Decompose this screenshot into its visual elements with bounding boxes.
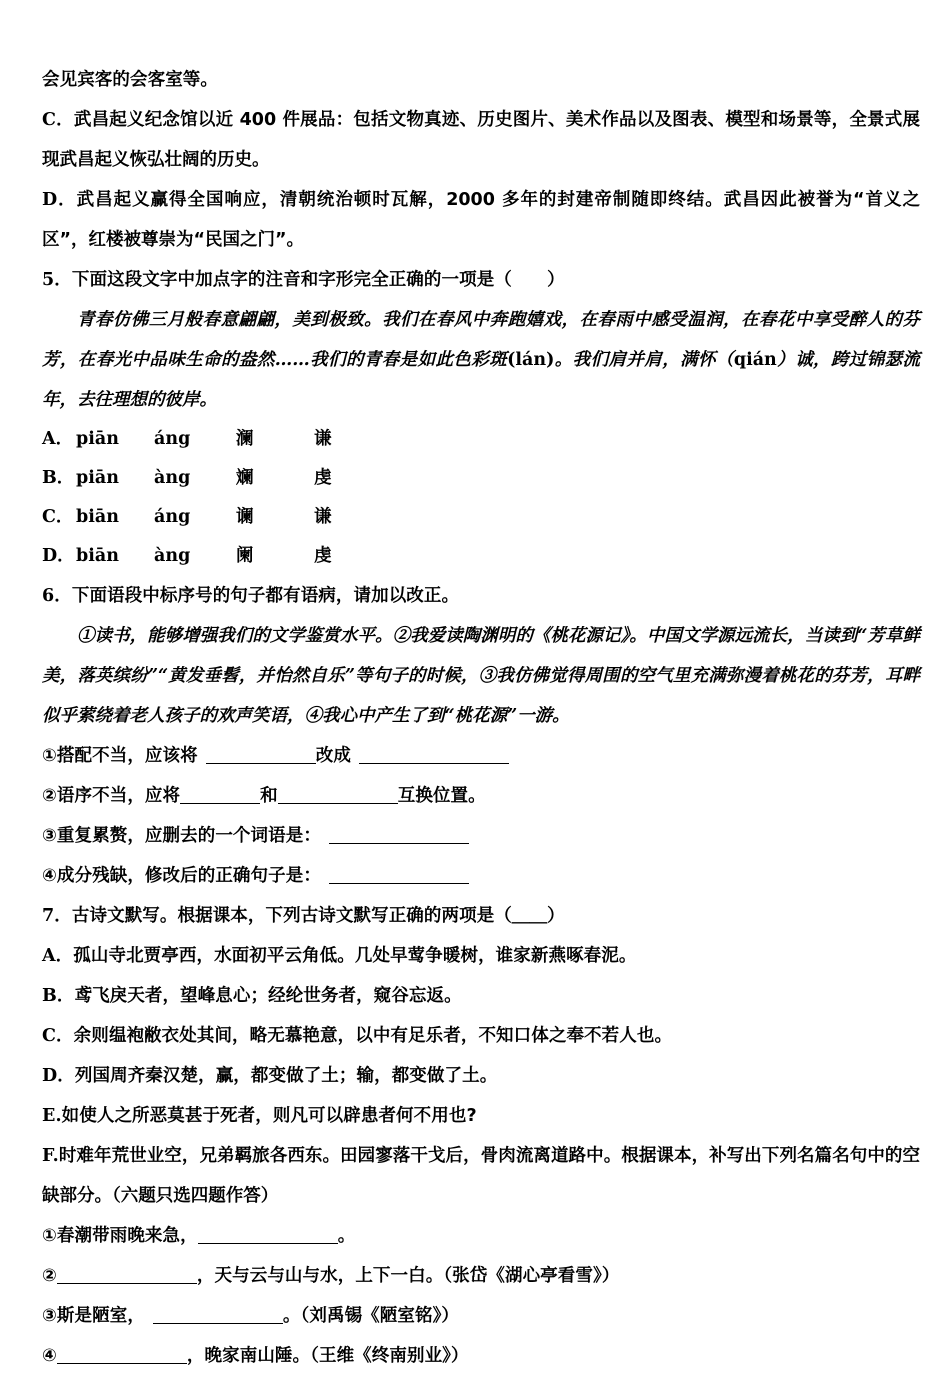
q6-answer-4-prefix: ④成分残缺，修改后的正确句子是： — [42, 866, 321, 886]
q7-blank-4-input[interactable] — [57, 1346, 187, 1365]
q7-number: 7． — [42, 906, 72, 926]
q7-blank-4-after: ，晚家南山陲。 — [186, 1346, 311, 1366]
q5-pinyin-qian: qián — [733, 350, 777, 370]
q6-answer-2-prefix: ②语序不当，应将 — [42, 786, 181, 806]
q6-answer-2-blank-b[interactable] — [278, 786, 398, 805]
q6-answer-4 — [42, 856, 920, 896]
q7-option-e-label: E. — [42, 1106, 62, 1126]
q7-blank-1-num: ① — [42, 1226, 57, 1246]
q6-passage: ①读书，能够增强我们的文学鉴赏水平。②我爱读陶渊明的《桃花源记》。中国文学源远流长，当读到“芳草鲜美，落英缤纷”“黄发垂髫，并怡然自乐”等句子的时候，③我仿佛觉得周围的空气里充满弥漫着桃花的芬芳，耳畔似乎萦绕着老人孩子的欢声笑语，④我心中产生了到“桃花源”一游。 — [42, 626, 920, 726]
q5-choice-b-py2: àng — [154, 468, 191, 488]
q5-choice-a-py1: piān — [76, 429, 119, 449]
q5-choice-b-py1: piān — [76, 468, 119, 488]
q5-choice-a-ch2: 谦 — [314, 429, 332, 449]
q7-option-c-text: 余则缊袍敝衣处其间，略无慕艳意，以中有足乐者，不知口体之奉不若人也。 — [73, 1026, 673, 1046]
q5-choice-c-py2: áng — [154, 507, 191, 527]
q5-passage-part2: 。我们肩并肩，满怀（ — [554, 350, 734, 370]
q7-blank-1-before: 春潮带雨晚来急， — [56, 1226, 198, 1246]
q5-choice-d-ch1: 阑 — [236, 546, 254, 566]
q7-blank-1 — [42, 1216, 920, 1256]
q4-option-c-label: C． — [42, 110, 74, 130]
q6-answer-1-mid: 改成 — [315, 746, 351, 766]
q7-blank-3-input[interactable] — [153, 1306, 283, 1325]
q7-blank-3 — [42, 1296, 920, 1336]
q5-passage — [42, 300, 920, 420]
q7-option-f[interactable] — [42, 1136, 920, 1216]
q5-choice-d-py1: biān — [76, 546, 119, 566]
q7-blank-4-source: （王维《终南别业》） — [310, 1346, 469, 1366]
q5-choice-a-py2: áng — [154, 429, 191, 449]
q6-answer-1 — [42, 736, 920, 776]
q5-number: 5． — [42, 270, 72, 290]
q7-option-a-label: A． — [42, 946, 74, 966]
q6-answer-2 — [42, 776, 920, 816]
q5-pinyin-lan: (lán) — [507, 350, 555, 370]
q5-choice-d-label: D． — [42, 546, 75, 566]
q5-choice-c[interactable] — [42, 498, 920, 537]
q7-stem-line — [42, 896, 920, 936]
q7-blank-3-before: 斯是陋室， — [56, 1306, 145, 1326]
q7-option-a[interactable] — [42, 936, 920, 976]
q5-choice-c-ch1: 谰 — [236, 507, 254, 527]
q5-choice-a[interactable] — [42, 420, 920, 459]
q7-blank-3-num: ③ — [42, 1306, 57, 1326]
q6-answer-2-mid: 和 — [260, 786, 278, 806]
q6-answer-2-blank-a[interactable] — [180, 786, 260, 805]
q7-option-b[interactable] — [42, 976, 920, 1016]
q7-blank-2 — [42, 1256, 920, 1296]
q7-blank-3-source: （刘禹锡《陋室铭》） — [300, 1306, 460, 1326]
q4-option-c-text: 武昌起义纪念馆以近 400 件展品：包括文物真迹、历史图片、美术作品以及图表、模型和场景等，全景式展现武昌起义恢弘壮阔的历史。 — [42, 110, 920, 170]
q7-blank-1-after: 。 — [337, 1226, 356, 1246]
q7-blank-4-num: ④ — [42, 1346, 57, 1366]
q7-blank-3-after: 。 — [282, 1306, 301, 1326]
q5-choice-b-label: B． — [42, 468, 75, 488]
q7-option-f-text: 时难年荒世业空，兄弟羁旅各西东。田园寥落干戈后，骨肉流离道路中。根据课本，补写出下列名篇名句中的空缺部分。（六题只选四题作答） — [42, 1146, 920, 1206]
q7-blank-1-input[interactable] — [198, 1226, 338, 1245]
q5-choice-d-py2: àng — [154, 546, 191, 566]
q5-choice-b[interactable] — [42, 459, 920, 498]
q7-option-a-text: 孤山寺北贾亭西，水面初平云角低。几处早莺争暖树，谁家新燕啄春泥。 — [73, 946, 637, 966]
q5-choice-d-ch2: 虔 — [314, 546, 332, 566]
q7-option-f-label: F. — [42, 1146, 59, 1166]
q5-stem: 下面这段文字中加点字的注音和字形完全正确的一项是（ ） — [71, 270, 565, 290]
q5-choice-c-py1: biān — [76, 507, 119, 527]
q7-option-c[interactable] — [42, 1016, 920, 1056]
q7-blank-2-num: ② — [42, 1266, 57, 1286]
q7-option-d-label: D． — [42, 1066, 75, 1086]
q6-stem: 下面语段中标序号的句子都有语病，请加以改正。 — [71, 586, 460, 606]
q5-passage-part1: 青春仿佛三月般春意翩翩，美到极致。我们在春风中奔跑嬉戏，在春雨中感受温润，在春花中享受醉人的芬芳，在春光中品味生命的盎然……我们的青春是如此色彩斑 — [42, 310, 920, 370]
q7-option-e-text: 如使人之所恶莫甚于死者，则凡可以辟患者何不用也? — [61, 1106, 477, 1126]
q6-answer-2-suffix: 互换位置。 — [397, 786, 486, 806]
q6-answer-1-blank-b[interactable] — [359, 746, 509, 765]
q5-choice-d[interactable] — [42, 537, 920, 576]
q5-passage-part3: ）诚，跨过锦瑟流年，去往理想的彼岸。 — [42, 350, 921, 410]
q6-answer-3-prefix: ③重复累赘，应删去的一个词语是： — [42, 826, 321, 846]
q7-option-d[interactable] — [42, 1056, 920, 1096]
q7-option-b-text: 鸢飞戾天者，望峰息心；经纶世务者，窥谷忘返。 — [74, 986, 462, 1006]
q5-choice-a-ch1: 澜 — [236, 429, 254, 449]
q5-choice-b-ch2: 虔 — [314, 468, 332, 488]
q6-number: 6． — [42, 586, 72, 606]
q7-option-b-label: B． — [42, 986, 75, 1006]
q5-choice-b-ch1: 斓 — [236, 468, 254, 488]
q7-stem: 古诗文默写。根据课本，下列古诗文默写正确的两项是（＿＿） — [71, 906, 565, 926]
q5-choice-c-label: C． — [42, 507, 74, 527]
q7-blank-4 — [42, 1336, 920, 1376]
q6-answer-3 — [42, 816, 920, 856]
carryover-line: 会见宾客的会客室等。 — [42, 70, 218, 90]
q5-choice-a-label: A． — [42, 429, 74, 449]
q4-option-d-label: D． — [42, 190, 77, 210]
q7-blank-2-after: ，天与云与山与水，上下一白。 — [196, 1266, 444, 1286]
q6-answer-3-blank[interactable] — [329, 826, 469, 845]
q6-stem-line — [42, 576, 920, 616]
q4-option-c — [42, 100, 920, 180]
q7-option-c-label: C． — [42, 1026, 74, 1046]
q7-option-d-text: 列国周齐秦汉楚，赢，都变做了土；输，都变做了土。 — [74, 1066, 498, 1086]
q6-answer-4-blank[interactable] — [329, 866, 469, 885]
q6-answer-1-prefix: ①搭配不当，应该将 — [42, 746, 198, 766]
q7-blank-2-input[interactable] — [57, 1266, 197, 1285]
q7-blank-2-source: （张岱《湖心亭看雪》） — [443, 1266, 620, 1286]
q7-option-e[interactable] — [42, 1096, 920, 1136]
q5-stem-line — [42, 260, 920, 300]
q4-option-d — [42, 180, 920, 260]
q6-answer-1-blank-a[interactable] — [206, 746, 316, 765]
q4-option-d-text: 武昌起义赢得全国响应，清朝统治顿时瓦解，2000 多年的封建帝制随即终结。武昌因此被誉为“首义之区”，红楼被尊崇为“民国之门”。 — [42, 190, 920, 250]
q5-choice-c-ch2: 谦 — [314, 507, 332, 527]
